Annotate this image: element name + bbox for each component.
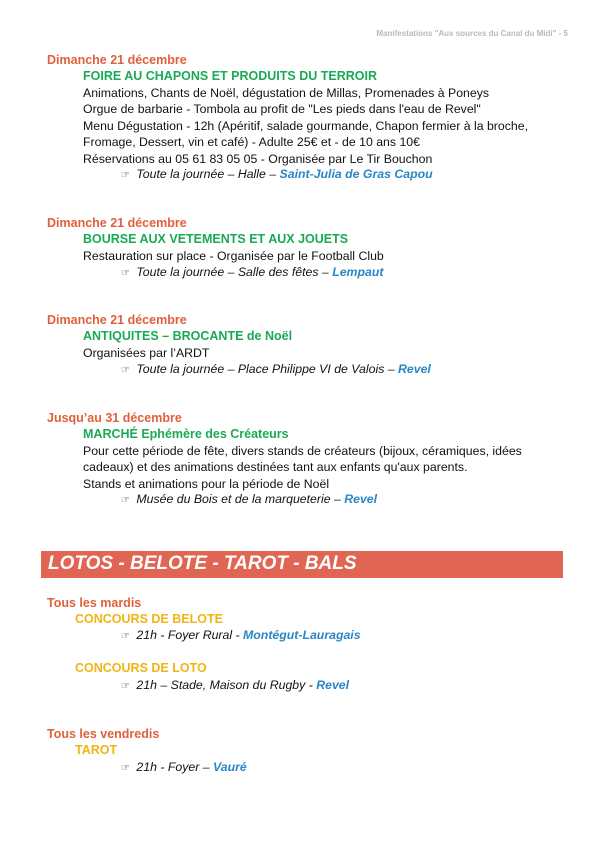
pointing-hand-icon: ☞ [121,631,130,642]
event-title: FOIRE AU CHAPONS ET PRODUITS DU TERROIR [83,69,377,83]
pointing-hand-icon: ☞ [121,365,130,376]
town-name: Revel [344,492,378,506]
pointing-hand-icon: ☞ [121,170,130,181]
desc-line: Menu Dégustation - 12h (Apéritif, salade gourmande, Chapon fermier à la broche, Fromage, Dessert, vin et café) - Adulte 25€ et - de 10 ans 10€ [83,118,528,150]
event-location [121,167,433,181]
event-date: Dimanche 21 décembre [47,216,187,230]
event-date: Dimanche 21 décembre [47,313,187,327]
tarot-title: TAROT [75,743,118,757]
event-description [83,248,583,264]
loto-location [121,678,349,692]
event-location [121,362,431,376]
desc-line: Restauration sur place - Organisée par le Football Club [83,249,384,263]
event-description [83,85,583,167]
town-name: Lempaut [332,265,384,279]
desc-line: Animations, Chants de Noël, dégustation de Millas, Promenades à Poneys [83,86,490,100]
location-text: Toute la journée – Place Philippe VI de Valois – [136,362,395,376]
location-text: 21h - Foyer Rural - [136,628,240,642]
pointing-hand-icon: ☞ [121,268,130,279]
event-title: MARCHÉ Ephémère des Créateurs [83,427,289,441]
desc-line: Pour cette période de fête, divers stands de créateurs (bijoux, céramiques, idées cadeaux) et des animations destinées tant aux enfants qu'aux parents. [83,444,522,475]
town-name: Montégut-Lauragais [243,628,361,642]
page-header: Manifestations "Aux sources du Canal du Midi" - 5 [376,29,568,38]
event-date: Jusqu’au 31 décembre [47,411,182,425]
event-description [83,345,583,361]
pointing-hand-icon: ☞ [121,495,130,506]
event-location [121,265,383,279]
event-description [83,443,563,492]
schedule-day: Tous les vendredis [47,727,160,741]
pointing-hand-icon: ☞ [121,681,130,692]
desc-line: Orgue de barbarie - Tombola au profit de "Les pieds dans l'eau de Revel" [83,102,481,117]
event-date: Dimanche 21 décembre [47,53,187,67]
belote-title: CONCOURS DE BELOTE [75,612,223,626]
event-location [121,492,377,506]
town-name: Saint-Julia de Gras Capou [279,167,433,181]
tarot-location [121,760,247,774]
desc-line: Stands et animations pour la période de Noël [83,476,330,491]
town-name: Revel [398,362,431,376]
location-text: Toute la journée – Salle des fêtes – [136,265,329,279]
location-text: Musée du Bois et de la marqueterie – [136,492,341,506]
town-name: Revel [316,678,350,692]
schedule-day: Tous les mardis [47,596,142,610]
pointing-hand-icon: ☞ [121,763,130,774]
location-text: Toute la journée – Halle – [136,167,277,181]
location-text: 21h - Foyer – [136,760,210,774]
event-title: ANTIQUITES – BROCANTE de Noël [83,329,293,343]
desc-line: Réservations au 05 61 83 05 05 - Organisée par Le Tir Bouchon [83,151,433,166]
event-title: BOURSE AUX VETEMENTS ET AUX JOUETS [83,232,349,246]
belote-location [121,628,361,642]
section-banner [41,551,563,578]
banner-title: LOTOS - BELOTE - TAROT - BALS [48,553,357,574]
location-text: 21h – Stade, Maison du Rugby - [136,678,313,692]
desc-line: Organisées par l’ARDT [83,346,210,360]
town-name: Vauré [212,760,247,774]
loto-title: CONCOURS DE LOTO [75,661,207,675]
